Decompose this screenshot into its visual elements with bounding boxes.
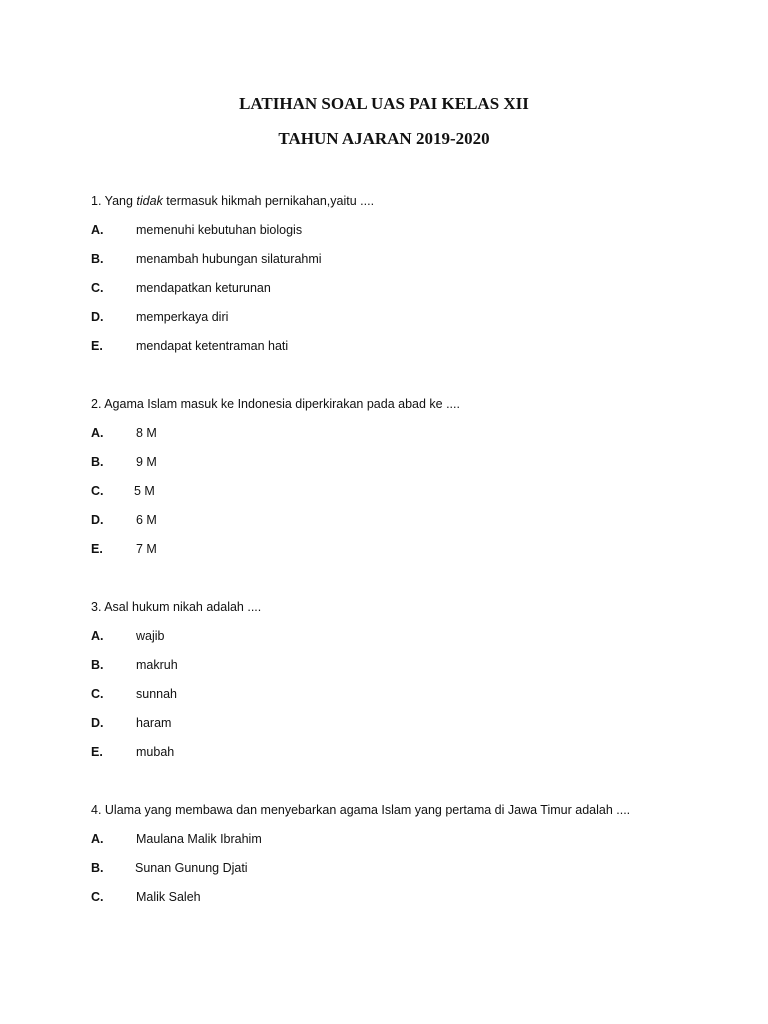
option-text: Sunan Gunung Djati	[135, 861, 248, 875]
option-letter: C.	[91, 281, 104, 295]
option-letter: E.	[91, 542, 103, 556]
option-text: Maulana Malik Ibrahim	[136, 832, 262, 846]
option-letter: B.	[91, 658, 104, 672]
option-letter: E.	[91, 339, 103, 353]
option-letter: A.	[91, 223, 104, 237]
option-text: mendapatkan keturunan	[136, 281, 271, 295]
option-text: wajib	[136, 629, 165, 643]
option-text: 9 M	[136, 455, 157, 469]
question-text-suffix: termasuk hikmah pernikahan,yaitu ....	[162, 194, 375, 208]
option-text: 7 M	[136, 542, 157, 556]
option-text: memenuhi kebutuhan biologis	[136, 223, 303, 237]
option-letter: A.	[91, 629, 104, 643]
question-text-emphasis: tidak	[136, 194, 163, 208]
question-text	[91, 193, 374, 209]
option-text: Malik Saleh	[136, 890, 201, 904]
question-text: 4. Ulama yang membawa dan menyebarkan agama Islam yang pertama di Jawa Timur adalah ....	[91, 803, 631, 817]
option-text: 6 M	[136, 513, 157, 527]
option-letter: D.	[91, 716, 104, 730]
document-title: LATIHAN SOAL UAS PAI KELAS XII	[239, 94, 529, 113]
option-letter: B.	[91, 252, 104, 266]
option-text: menambah hubungan silaturahmi	[136, 252, 322, 266]
option-text: memperkaya diri	[136, 310, 229, 324]
option-letter: D.	[91, 513, 104, 527]
option-letter: B.	[91, 861, 104, 875]
option-text: 5 M	[134, 484, 155, 498]
option-letter: B.	[91, 455, 104, 469]
question-text: 3. Asal hukum nikah adalah ....	[91, 600, 262, 614]
option-text: sunnah	[136, 687, 178, 701]
question-text: 2. Agama Islam masuk ke Indonesia diperkirakan pada abad ke ....	[91, 397, 460, 411]
option-text: mendapat ketentraman hati	[136, 339, 289, 353]
option-text: haram	[136, 716, 172, 730]
question-text-prefix: 1. Yang	[91, 194, 137, 208]
option-letter: D.	[91, 310, 104, 324]
option-letter: C.	[91, 484, 104, 498]
option-letter: A.	[91, 426, 104, 440]
option-text: mubah	[136, 745, 175, 759]
option-letter: A.	[91, 832, 104, 846]
option-letter: C.	[91, 687, 104, 701]
option-letter: E.	[91, 745, 103, 759]
option-text: 8 M	[136, 426, 157, 440]
option-text: makruh	[136, 658, 178, 672]
document-subtitle: TAHUN AJARAN 2019-2020	[278, 129, 490, 148]
option-letter: C.	[91, 890, 104, 904]
